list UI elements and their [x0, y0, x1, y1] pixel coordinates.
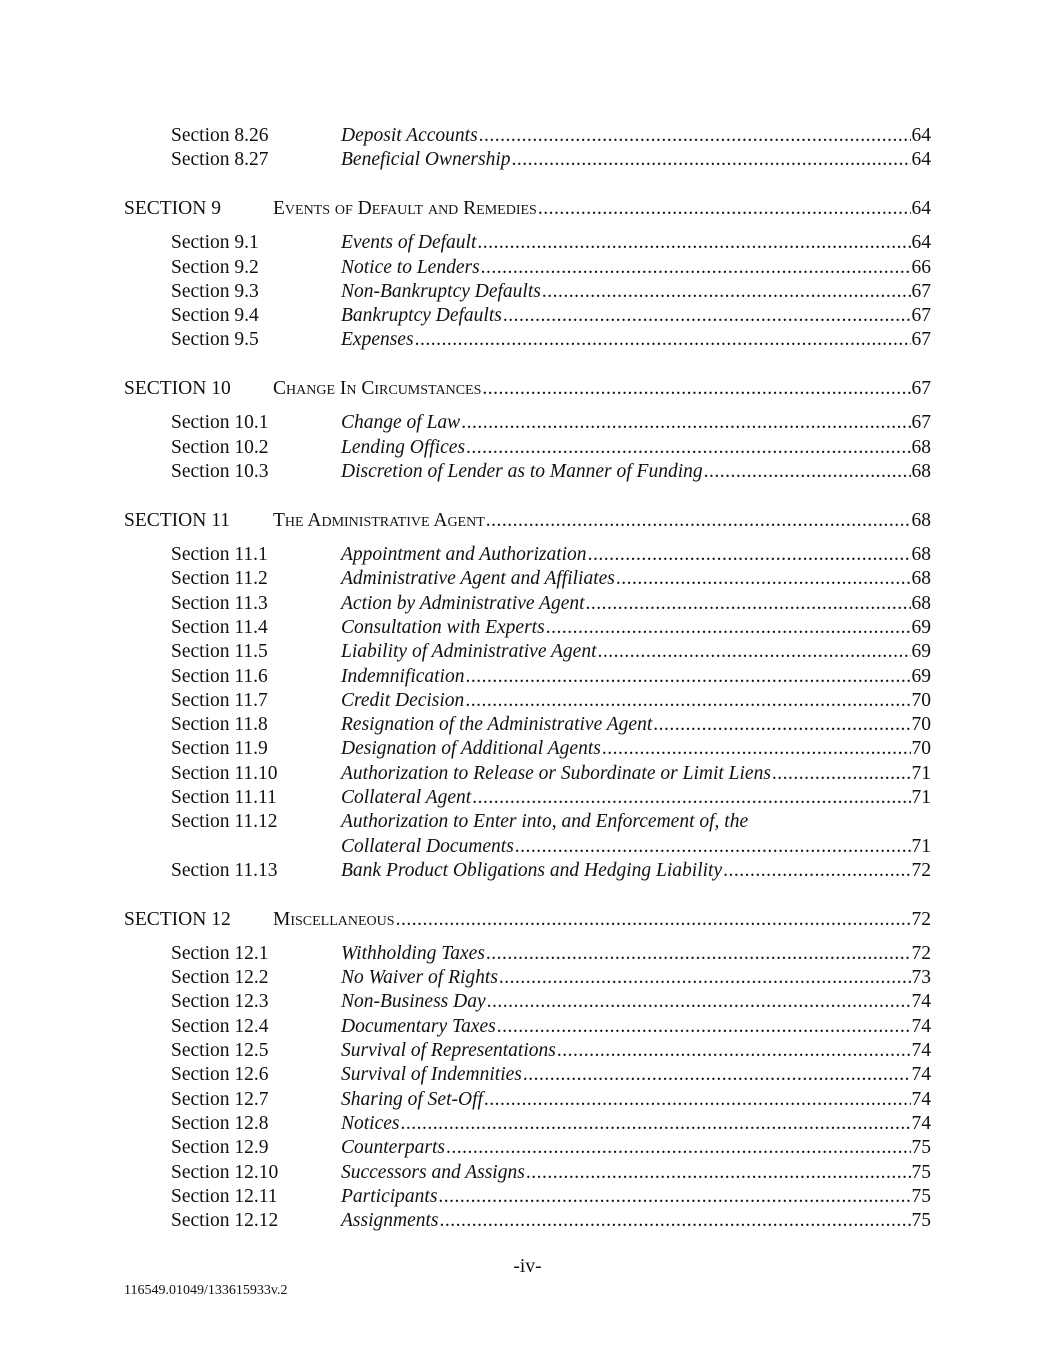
toc-entry-page: 75 [911, 1137, 931, 1159]
toc-entry-page: 72 [911, 908, 931, 930]
toc-entry-title: Non-Bankruptcy Defaults [341, 280, 541, 302]
toc-entry [0, 436, 1055, 460]
toc-entry-number: Section 12.11 [171, 1185, 278, 1207]
dot-leader [479, 124, 911, 148]
toc-entry-title-line [341, 543, 931, 567]
toc-entry-title: Lending Offices [341, 436, 466, 458]
toc-entry-title: The Administrative Agent [273, 509, 485, 531]
toc-entry-title: Discretion of Lender as to Manner of Funding [341, 461, 703, 483]
toc-entry-number: Section 11.2 [171, 568, 268, 590]
toc-entry-title: Sharing of Set-Off [341, 1088, 483, 1110]
toc-entry-page: 64 [911, 149, 931, 171]
dot-leader [465, 665, 910, 689]
toc-section-heading [0, 908, 1055, 932]
toc-entry [0, 665, 1055, 689]
toc-entry-title: Change of Law [341, 412, 461, 434]
toc-entry-title: Bankruptcy Defaults [341, 305, 502, 327]
toc-entry-number: Section 9.2 [171, 256, 259, 278]
toc-entry-title-line [341, 786, 931, 810]
toc-entry-title: Successors and Assigns [341, 1161, 525, 1183]
toc-entry-title-line [341, 1161, 931, 1185]
dot-leader [526, 1161, 911, 1185]
dot-leader [466, 436, 910, 460]
toc-entry-title-line [341, 713, 931, 737]
toc-entry-title: Collateral Agent [341, 787, 472, 808]
toc-entry-page: 72 [911, 859, 931, 881]
toc-entry [0, 640, 1055, 664]
toc-entry-page: 67 [911, 329, 931, 351]
toc-entry-page: 69 [911, 665, 931, 687]
toc-entry-title-line [341, 835, 931, 859]
toc-entry-number: Section 11.7 [171, 689, 268, 711]
toc-entry-title: Survival of Representations [341, 1040, 556, 1062]
toc-entry-page: 67 [911, 412, 931, 434]
toc-entry-title: No Waiver of Rights [341, 967, 498, 989]
toc-entry-number: Section 12.9 [171, 1137, 269, 1159]
toc-entry-page: 74 [911, 1088, 931, 1110]
toc-entry-number: Section 12.4 [171, 1015, 269, 1037]
toc-entry-title-line [341, 280, 931, 304]
dot-leader [503, 304, 911, 328]
toc-entry-page: 74 [911, 1040, 931, 1062]
toc-entry-title-line [273, 377, 931, 401]
toc-entry-page: 73 [911, 967, 931, 989]
toc-entry-title: Action by Administrative Agent [341, 592, 585, 614]
toc-entry [0, 567, 1055, 591]
toc-entry-page: 68 [911, 436, 931, 458]
toc-entry [0, 737, 1055, 761]
toc-entry-title-line [341, 1015, 931, 1039]
toc-entry [0, 990, 1055, 1014]
toc-entry-title-line [341, 148, 931, 172]
toc-entry-title: Counterparts [341, 1137, 446, 1159]
toc-entry-page: 68 [911, 592, 931, 614]
toc-entry [0, 942, 1055, 966]
toc-entry-page: 71 [911, 762, 931, 784]
dot-leader [772, 762, 911, 786]
toc-entry [0, 124, 1055, 148]
toc-entry [0, 1161, 1055, 1185]
toc-entry-title-line [341, 1112, 931, 1136]
toc-entry-number: Section 11.8 [171, 714, 268, 736]
toc-entry-number: Section 12.8 [171, 1112, 269, 1134]
toc-entry [0, 786, 1055, 810]
toc-entry-number: Section 11.13 [171, 859, 278, 881]
dot-leader [653, 713, 910, 737]
toc-entry-title: Withholding Taxes [341, 942, 485, 964]
toc-entry [0, 1088, 1055, 1112]
dot-leader [487, 990, 911, 1014]
dot-leader [477, 231, 910, 255]
toc-entry-title: Change In Circumstances [273, 378, 482, 400]
dot-leader [523, 1063, 911, 1087]
dot-leader [401, 1112, 911, 1136]
dot-leader [602, 737, 911, 761]
toc-entry-page: 74 [911, 1015, 931, 1037]
toc-entry-number: Section 11.4 [171, 616, 268, 638]
toc-entry-title-line [341, 762, 931, 786]
toc-entry [0, 1063, 1055, 1087]
toc-entry [0, 966, 1055, 990]
dot-leader [484, 1088, 911, 1112]
toc-entry-number: Section 11.9 [171, 738, 268, 760]
toc-entry-number: Section 12.7 [171, 1088, 269, 1110]
toc-entry-page: 72 [911, 942, 931, 964]
toc-entry-title-line [341, 1063, 931, 1087]
dot-leader [486, 509, 911, 533]
toc-entry-number: SECTION 12 [124, 908, 231, 930]
toc-entry-number: Section 8.26 [171, 125, 269, 146]
toc-entry-number: Section 9.5 [171, 329, 259, 351]
toc-entry [0, 859, 1055, 883]
toc-entry-page: 67 [911, 378, 931, 400]
toc-entry-title: Events of Default and Remedies [273, 197, 537, 219]
toc-entry-page: 75 [911, 1210, 931, 1232]
toc-entry-page: 64 [911, 197, 931, 219]
toc-entry-title-line [341, 990, 931, 1014]
toc-entry-title: Expenses [341, 329, 414, 351]
toc-section-heading [0, 377, 1055, 401]
toc-entry-title-line [341, 124, 931, 148]
dot-leader [546, 616, 911, 640]
toc-entry-title: Non-Business Day [341, 991, 486, 1013]
toc-entry-page: 66 [911, 256, 931, 278]
toc-entry-title-line [341, 567, 931, 591]
toc-entry-title-line [273, 197, 931, 221]
toc-entry-title-line [341, 256, 931, 280]
toc-entry-title: Liability of Administrative Agent [341, 641, 597, 663]
toc-entry-title-line [341, 737, 931, 761]
toc-entry-title-line [341, 1209, 931, 1233]
toc-entry-title-line [341, 328, 931, 352]
dot-leader [512, 148, 911, 172]
toc-entry-number: Section 12.1 [171, 942, 269, 964]
toc-entry-page: 68 [911, 509, 931, 531]
toc-entry [0, 1039, 1055, 1063]
toc-entry [0, 148, 1055, 172]
toc-entry-page: 64 [911, 232, 931, 254]
dot-leader [557, 1039, 911, 1063]
toc-entry [0, 616, 1055, 640]
toc-entry-page: 71 [911, 835, 931, 857]
toc-entry-title-line [341, 460, 931, 484]
toc-entry-number: Section 12.6 [171, 1064, 269, 1086]
toc-entry-title: Notice to Lenders [341, 256, 480, 278]
toc-entry-title-line [341, 810, 931, 834]
toc-entry-page: 74 [911, 1064, 931, 1086]
dot-leader [396, 908, 911, 932]
toc-entry-title-line [341, 436, 931, 460]
dot-leader [438, 1185, 910, 1209]
toc-entry-number: SECTION 11 [124, 509, 230, 531]
toc-section-heading [0, 509, 1055, 533]
toc-entry-page: 70 [911, 738, 931, 760]
toc-entry-title: Miscellaneous [273, 908, 395, 930]
toc-entry-number: Section 9.4 [171, 305, 259, 327]
dot-leader [446, 1136, 910, 1160]
toc-entry [0, 592, 1055, 616]
toc-entry-number: SECTION 10 [124, 378, 231, 400]
dot-leader [497, 1015, 911, 1039]
toc-entry [0, 810, 1055, 834]
toc-entry [0, 1185, 1055, 1209]
toc-entry-title-line [341, 592, 931, 616]
toc-entry-title: Authorization to Enter into, and Enforcement of, the [341, 811, 749, 833]
toc-entry-number: Section 12.12 [171, 1210, 279, 1232]
toc-entry-page: 70 [911, 714, 931, 736]
toc-entry-page: 74 [911, 991, 931, 1013]
dot-leader [616, 567, 911, 591]
toc-entry-number: Section 12.5 [171, 1040, 269, 1062]
document-id: 116549.01049/133615933v.2 [124, 1283, 288, 1298]
toc-entry-title-line [341, 966, 931, 990]
toc-entry [0, 835, 1055, 859]
toc-entry-page: 68 [911, 568, 931, 590]
dot-leader [588, 543, 911, 567]
toc-entry-number: Section 12.2 [171, 967, 269, 989]
toc-entry-page: 64 [911, 125, 931, 146]
toc-entry [0, 762, 1055, 786]
dot-leader [465, 689, 910, 713]
toc-entry-title-line [341, 1136, 931, 1160]
toc-entry-page: 75 [911, 1185, 931, 1207]
table-of-contents [0, 124, 1055, 1233]
toc-entry [0, 328, 1055, 352]
toc-section-heading [0, 197, 1055, 221]
toc-entry-page: 69 [911, 641, 931, 663]
toc-entry-title-line [273, 908, 931, 932]
toc-entry-page: 75 [911, 1161, 931, 1183]
toc-entry [0, 543, 1055, 567]
toc-entry-title: Events of Default [341, 232, 477, 254]
dot-leader [415, 328, 911, 352]
toc-entry-title-line [341, 616, 931, 640]
toc-entry-number: Section 12.3 [171, 991, 269, 1013]
toc-entry-page: 71 [911, 787, 931, 808]
dot-leader [486, 942, 911, 966]
toc-entry [0, 1209, 1055, 1233]
toc-entry [0, 713, 1055, 737]
toc-entry-title: Participants [341, 1185, 438, 1207]
toc-entry-page: 69 [911, 616, 931, 638]
toc-entry-title-line [341, 640, 931, 664]
dot-leader [472, 786, 910, 810]
toc-entry-title: Beneficial Ownership [341, 149, 511, 171]
dot-leader [499, 966, 911, 990]
toc-entry-number: Section 8.27 [171, 149, 269, 171]
toc-entry-number: Section 10.2 [171, 436, 269, 458]
toc-entry-title: Authorization to Release or Subordinate or Limit Liens [341, 762, 771, 784]
toc-entry-title: Survival of Indemnities [341, 1064, 522, 1086]
toc-entry-number: Section 10.3 [171, 461, 269, 483]
toc-entry-title: Consultation with Experts [341, 616, 545, 638]
toc-entry [0, 304, 1055, 328]
toc-entry-title: Notices [341, 1112, 400, 1134]
toc-entry-title: Designation of Additional Agents [341, 738, 601, 760]
toc-entry-title-line [341, 689, 931, 713]
dot-leader [597, 640, 910, 664]
page-number: -iv- [513, 1256, 542, 1277]
toc-entry-number: Section 11.5 [171, 641, 268, 663]
dot-leader [482, 377, 910, 401]
toc-entry-number: Section 11.10 [171, 762, 278, 784]
toc-entry-number: Section 11.1 [171, 544, 268, 566]
toc-entry-title-line [341, 942, 931, 966]
toc-entry-page: 68 [911, 544, 931, 566]
toc-entry [0, 460, 1055, 484]
toc-entry-title-line [341, 1039, 931, 1063]
toc-entry-title: Indemnification [341, 665, 465, 687]
toc-entry-number: Section 12.10 [171, 1161, 279, 1183]
toc-entry-number: SECTION 9 [124, 197, 221, 219]
toc-entry-title-line [341, 1185, 931, 1209]
toc-entry-page: 74 [911, 1112, 931, 1134]
toc-entry-number: Section 10.1 [171, 412, 269, 434]
toc-entry-page: 67 [911, 280, 931, 302]
toc-entry [0, 231, 1055, 255]
toc-entry-title: Appointment and Authorization [341, 544, 587, 566]
dot-leader [461, 411, 910, 435]
toc-entry-page: 68 [911, 461, 931, 483]
toc-entry-title: Credit Decision [341, 689, 465, 711]
toc-entry-title-line [273, 509, 931, 533]
toc-entry [0, 1112, 1055, 1136]
dot-leader [723, 859, 910, 883]
toc-entry-title: Resignation of the Administrative Agent [341, 714, 653, 736]
toc-entry [0, 256, 1055, 280]
toc-entry-title-line [341, 411, 931, 435]
toc-entry-number: Section 11.3 [171, 592, 268, 614]
toc-entry-number: Section 11.6 [171, 665, 268, 687]
toc-entry [0, 280, 1055, 304]
toc-entry [0, 1136, 1055, 1160]
toc-entry-title: Bank Product Obligations and Hedging Liability [341, 859, 723, 881]
dot-leader [538, 197, 911, 221]
toc-entry-title-line [341, 231, 931, 255]
toc-entry-title: Deposit Accounts [341, 125, 478, 146]
toc-entry [0, 689, 1055, 713]
toc-entry-title-line [341, 1088, 931, 1112]
toc-entry-title: Collateral Documents [341, 835, 514, 857]
toc-entry-title: Administrative Agent and Affiliates [341, 568, 615, 590]
toc-entry-page: 70 [911, 689, 931, 711]
toc-entry-title: Documentary Taxes [341, 1015, 496, 1037]
toc-entry-title-line [341, 665, 931, 689]
dot-leader [586, 592, 911, 616]
toc-entry-title-line [341, 304, 931, 328]
dot-leader [440, 1209, 911, 1233]
dot-leader [515, 835, 911, 859]
toc-entry-number: Section 9.3 [171, 280, 259, 302]
toc-entry [0, 411, 1055, 435]
toc-entry-number: Section 9.1 [171, 232, 259, 254]
dot-leader [542, 280, 911, 304]
toc-entry-title: Assignments [341, 1210, 439, 1232]
toc-entry-page: 67 [911, 305, 931, 327]
toc-entry [0, 1015, 1055, 1039]
toc-entry-title-line [341, 859, 931, 883]
dot-leader [481, 256, 911, 280]
toc-entry-number: Section 11.11 [171, 787, 277, 808]
dot-leader [704, 460, 911, 484]
toc-entry-number: Section 11.12 [171, 811, 278, 833]
